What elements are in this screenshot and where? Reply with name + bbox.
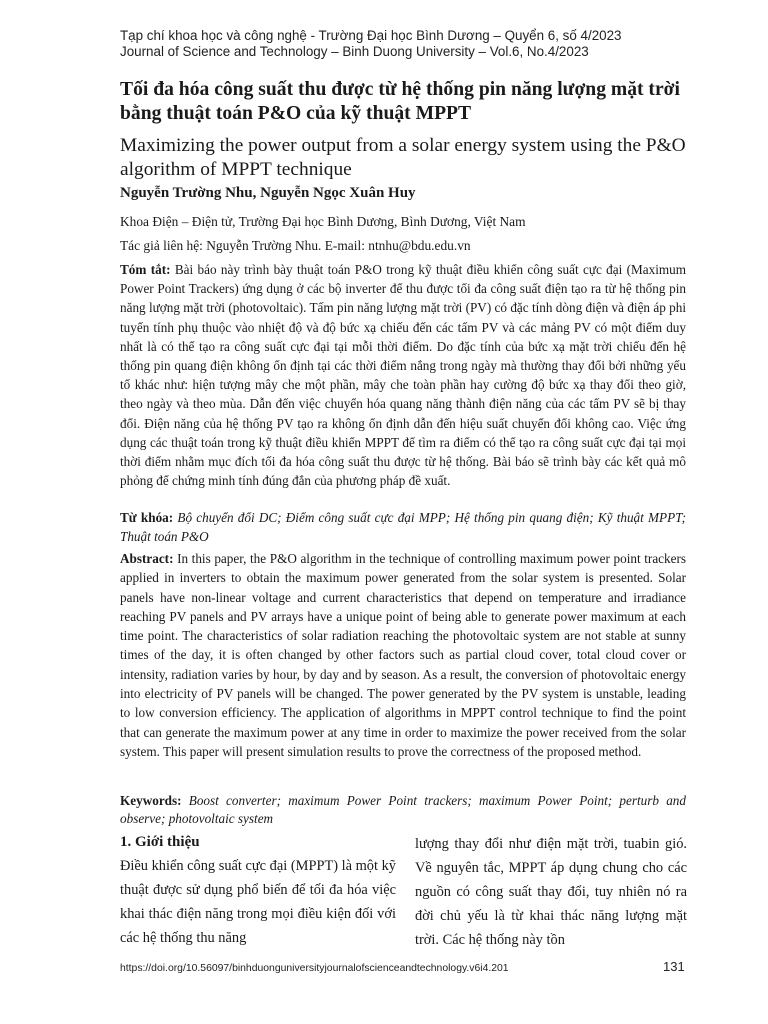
body-column-left [120,832,396,950]
title-english: Maximizing the power output from a solar energy system using the P&O algorithm of MPPT technique [120,135,686,180]
keywords-english [120,792,686,828]
abstract-vi-text: Bài báo này trình bày thuật toán P&O trong kỹ thuật điều khiển công suất cực đại (Maximum Power Point Trackers) ứng dụng ở các bộ inverter để thu được tối đa công suất điện tạo ra từ hệ thống pin năng lượng mặt trời (photovoltaic). Tấm pin năng lượng mặt trời (PV) có đặc tính dòng điện và điện áp phi tuyến tính phụ thuộc vào nhiệt độ và độ bức xạ chiếu đến các tấm PV và các mảng PV có một điểm duy nhất là có thể tạo ra công suất cực đại tại mỗi thời điểm. Do đặc tính của bức xạ mặt trời chiếu đến hệ thống pin quang điện không ổn định tại các thời điểm nắng trong ngày mà thường thay đổi bởi những yếu tố khác như: hiện tượng mây che một phần, mây che toàn phần hay cường độ bức xạ thay đổi theo giờ, theo ngày và theo mùa. Dẫn đến việc chuyển hóa quang năng thành điện năng của các tấm PV sẽ bị thay đổi. Điện năng của hệ thống PV tạo ra không ổn định dẫn đến hiệu suất chuyển đổi không cao. Việc ứng dụng các thuật toán trong kỹ thuật điều khiển MPPT để tìm ra điểm có thể tạo ra công suất cực đại tại mọi thời điểm nhằm mục đích tối đa hóa công suất thu được từ hệ thống. Bài báo sẽ trình bày các kết quả mô phỏng để chứng minh tính đúng đắn của phương pháp đề xuất. [120,262,686,489]
journal-header-vi: Tạp chí khoa học và công nghệ - Trường Đại học Bình Dương – Quyển 6, số 4/2023 [120,28,622,43]
keywords-en-label: Keywords: [120,793,182,808]
corresponding-author: Tác giả liên hệ: Nguyễn Trường Nhu. E-mail: ntnhu@bdu.edu.vn [120,238,471,253]
abstract-vi-label: Tóm tắt: [120,262,171,277]
page-number: 131 [663,959,685,974]
journal-header [120,28,680,60]
abstract-en-text: In this paper, the P&O algorithm in the technique of controlling maximum power point trackers applied in inverters to obtain the maximum power generated from the solar system is presented. Solar panels have non-linear voltage and current characteristics that depend on temperature and irradiance reaching PV panels and PV arrays have a unique point of being able to generate power maximum at each time point. The characteristics of solar radiation reaching the photovoltaic system are not stable at sunny times of the day, it is often changed by other factors such as partial cloud cover, total cloud cover or intensity, radiation varies by hour, by day and by season. As a result, the conversion of photovoltaic energy into electricity of PV panels will be changed. The power generated by the PV system is unstable, leading to low conversion efficiency. The application of algorithms in MPPT control technique to find the point that can generate the maximum power at any time in order to maximize the power received from the solar system. This paper will present simulation results to prove the correctness of the proposed method. [120,551,686,759]
section-heading: 1. Giới thiệu [120,834,200,850]
section-text-right: lượng thay đổi như điện mặt trời, tuabin gió. Về nguyên tắc, MPPT áp dụng chung cho các nguồn có công suất thay đổi, tuy nhiên nó ra đời chủ yếu là từ khai thác năng lượng mặt trời. Các hệ thống này tồn [415,836,687,948]
keywords-en-text: Boost converter; maximum Power Point trackers; maximum Power Point; perturb and observe; photovoltaic system [120,793,686,826]
body-column-right [415,832,687,952]
doi-link[interactable]: https://doi.org/10.56097/binhduonguniversityjournalofscienceandtechnology.v6i4.201 [120,963,509,974]
section-text-left: Điều khiển công suất cực đại (MPPT) là một kỹ thuật được sử dụng phổ biến để tối đa hóa việc khai thác điện năng trong mọi điều kiện đối với các hệ thống thu năng [120,858,396,946]
keywords-vietnamese [120,508,686,546]
abstract-english [120,549,686,761]
title-vietnamese: Tối đa hóa công suất thu được từ hệ thống pin năng lượng mặt trời bằng thuật toán P&O của kỹ thuật MPPT [120,79,680,124]
keywords-vi-text: Bộ chuyển đổi DC; Điểm công suất cực đại MPP; Hệ thống pin quang điện; Kỹ thuật MPPT; Thuật toán P&O [120,510,686,544]
journal-header-en: Journal of Science and Technology – Binh Duong University – Vol.6, No.4/2023 [120,44,589,59]
affiliation: Khoa Điện – Điện tử, Trường Đại học Bình Dương, Bình Dương, Việt Nam [120,214,526,229]
authors: Nguyễn Trường Nhu, Nguyễn Ngọc Xuân Huy [120,185,416,201]
keywords-vi-label: Từ khóa: [120,510,174,525]
abstract-en-label: Abstract: [120,551,174,566]
abstract-vietnamese [120,260,686,490]
